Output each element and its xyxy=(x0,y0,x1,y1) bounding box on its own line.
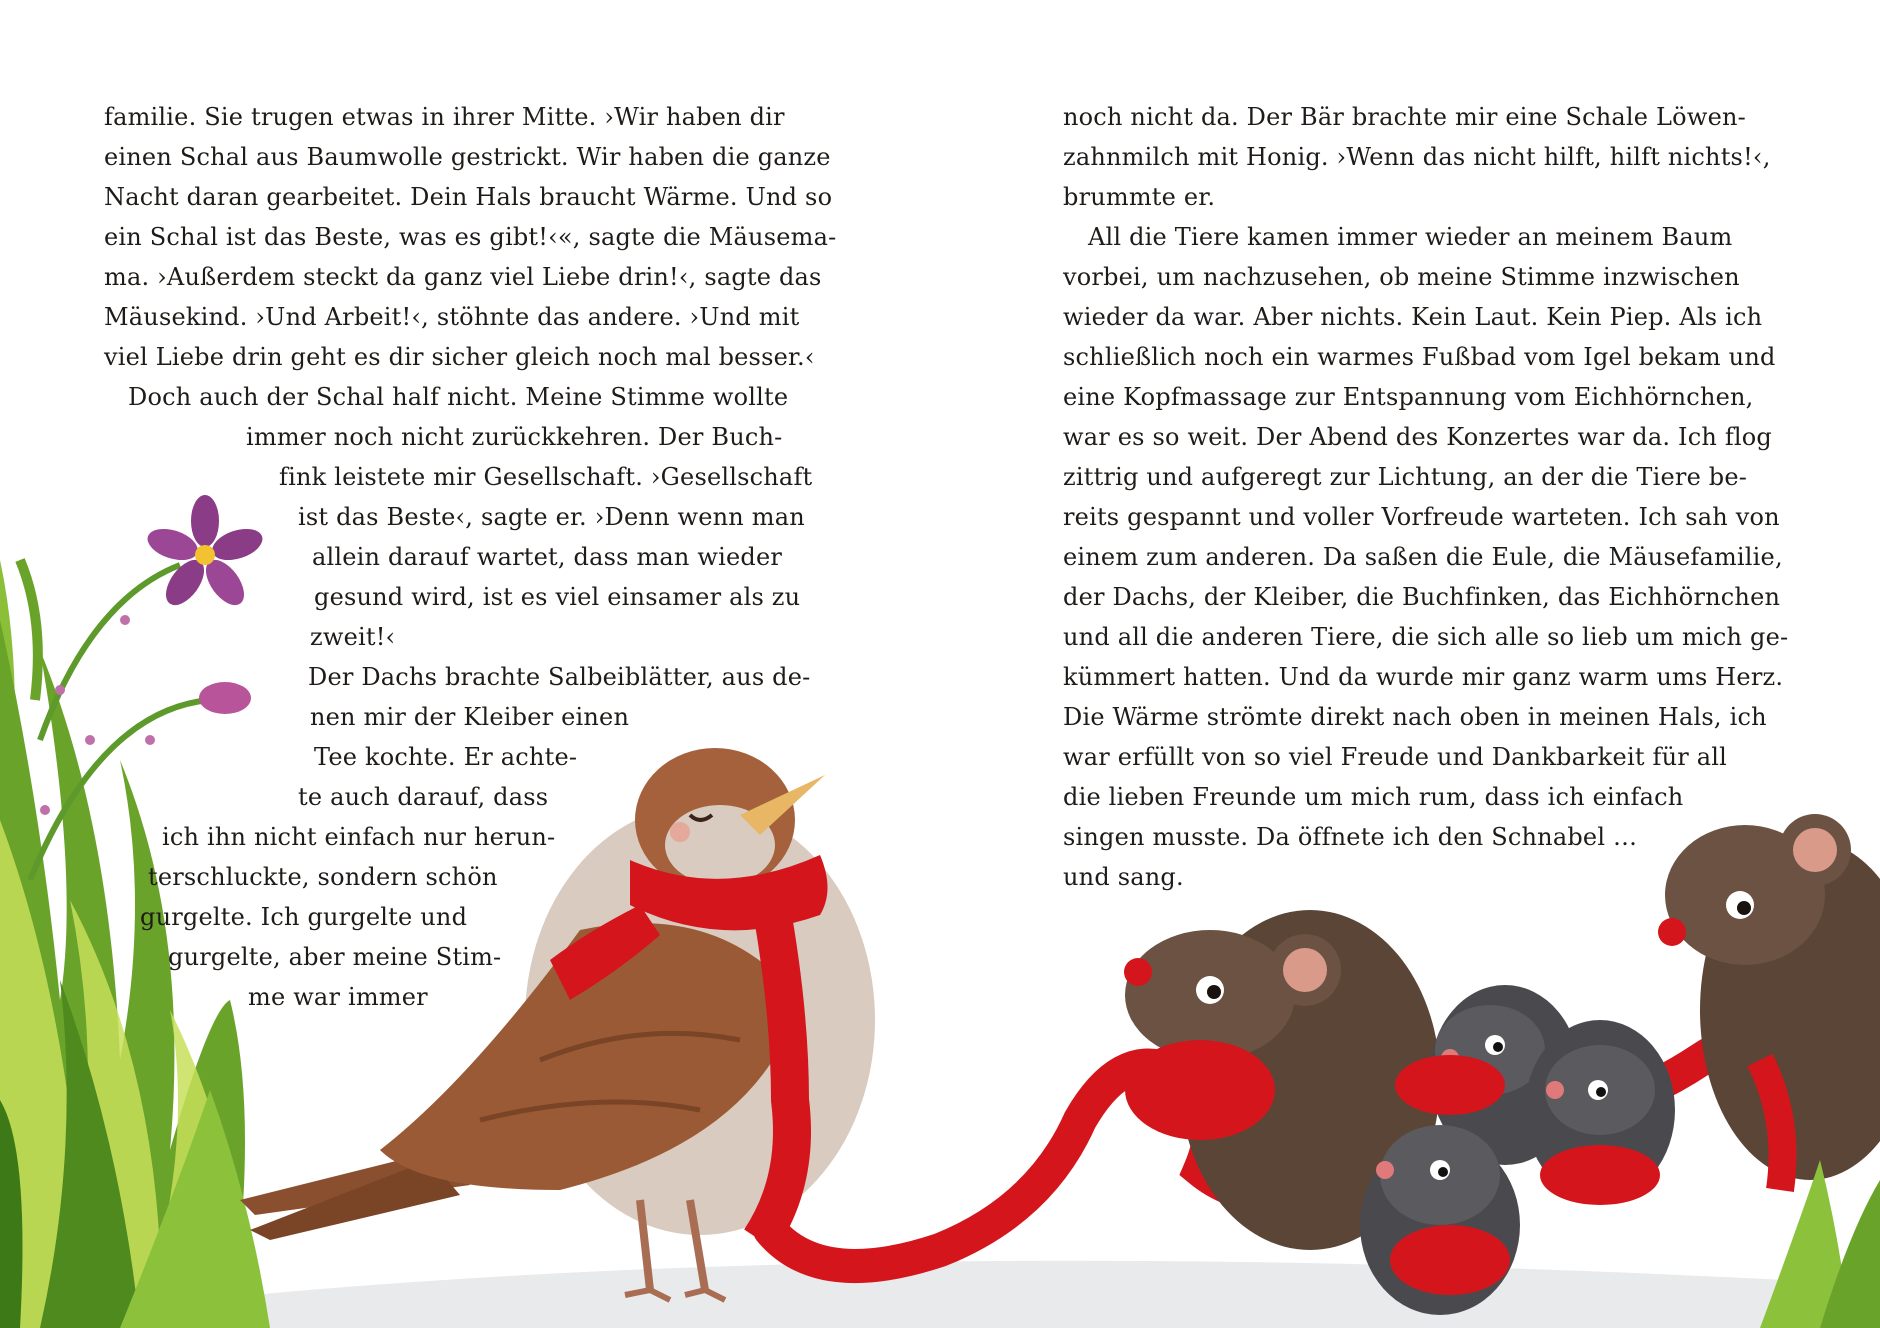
text-line: ma. ›Außerdem steckt da ganz viel Liebe drin!‹, sagte das xyxy=(104,263,822,291)
text-line: ich ihn nicht einfach nur herun- xyxy=(162,823,556,851)
text-line: und sang. xyxy=(1063,863,1184,891)
text-line: einen Schal aus Baumwolle gestrickt. Wir haben die ganze xyxy=(104,143,831,171)
text-line: Tee kochte. Er achte- xyxy=(314,743,578,771)
text-line: ist das Beste‹, sagte er. ›Denn wenn man xyxy=(298,503,805,531)
text-line: zittrig und aufgeregt zur Lichtung, an der die Tiere be- xyxy=(1063,463,1748,491)
text-line: reits gespannt und voller Vorfreude warteten. Ich sah von xyxy=(1063,503,1780,531)
text-line: kümmert hatten. Und da wurde mir ganz warm ums Herz. xyxy=(1063,663,1784,691)
text-line: schließlich noch ein warmes Fußbad vom Igel bekam und xyxy=(1063,343,1776,371)
text-line: einem zum anderen. Da saßen die Eule, die Mäusefamilie, xyxy=(1063,543,1783,571)
text-line: noch nicht da. Der Bär brachte mir eine Schale Löwen- xyxy=(1063,103,1746,131)
right-page xyxy=(940,0,1880,1328)
text-line: der Dachs, der Kleiber, die Buchfinken, das Eichhörnchen xyxy=(1063,583,1781,611)
text-line: immer noch nicht zurückkehren. Der Buch- xyxy=(246,423,783,451)
text-line: gesund wird, ist es viel einsamer als zu xyxy=(314,583,801,611)
text-line: war es so weit. Der Abend des Konzertes war da. Ich flog xyxy=(1063,423,1772,451)
text-line: familie. Sie trugen etwas in ihrer Mitte. ›Wir haben dir xyxy=(104,103,785,131)
text-line: zahnmilch mit Honig. ›Wenn das nicht hilft, hilft nichts!‹, xyxy=(1063,143,1771,171)
text-line: war erfüllt von so viel Freude und Dankbarkeit für all xyxy=(1063,743,1728,771)
text-line: nen mir der Kleiber einen xyxy=(310,703,630,731)
text-line: viel Liebe drin geht es dir sicher gleich noch mal besser.‹ xyxy=(104,343,815,371)
text-line: die lieben Freunde um mich rum, dass ich einfach xyxy=(1063,783,1684,811)
text-line: Mäusekind. ›Und Arbeit!‹, stöhnte das andere. ›Und mit xyxy=(104,303,800,331)
text-line: eine Kopfmassage zur Entspannung vom Eichhörnchen, xyxy=(1063,383,1754,411)
text-line: me war immer xyxy=(248,983,428,1011)
text-line: allein darauf wartet, dass man wieder xyxy=(312,543,783,571)
text-line: singen musste. Da öffnete ich den Schnabel … xyxy=(1063,823,1638,851)
text-line: All die Tiere kamen immer wieder an meinem Baum xyxy=(1088,223,1733,251)
text-line: gurgelte, aber meine Stim- xyxy=(168,943,502,971)
text-line: Doch auch der Schal half nicht. Meine Stimme wollte xyxy=(128,383,789,411)
text-line: terschluckte, sondern schön xyxy=(148,863,498,891)
text-line: te auch darauf, dass xyxy=(298,783,549,811)
text-line: brummte er. xyxy=(1063,183,1216,211)
text-line: ein Schal ist das Beste, was es gibt!‹«, sagte die Mäusema- xyxy=(104,223,837,251)
text-line: fink leistete mir Gesellschaft. ›Gesellschaft xyxy=(279,463,813,491)
text-line: zweit!‹ xyxy=(310,623,396,651)
text-line: Der Dachs brachte Salbeiblätter, aus de- xyxy=(308,663,811,691)
text-line: vorbei, um nachzusehen, ob meine Stimme inzwischen xyxy=(1063,263,1740,291)
text-line: und all die anderen Tiere, die sich alle so lieb um mich ge- xyxy=(1063,623,1789,651)
text-line: gurgelte. Ich gurgelte und xyxy=(140,903,468,931)
text-line: wieder da war. Aber nichts. Kein Laut. Kein Piep. Als ich xyxy=(1063,303,1763,331)
text-line: Die Wärme strömte direkt nach oben in meinen Hals, ich xyxy=(1063,703,1767,731)
text-line: Nacht daran gearbeitet. Dein Hals braucht Wärme. Und so xyxy=(104,183,833,211)
